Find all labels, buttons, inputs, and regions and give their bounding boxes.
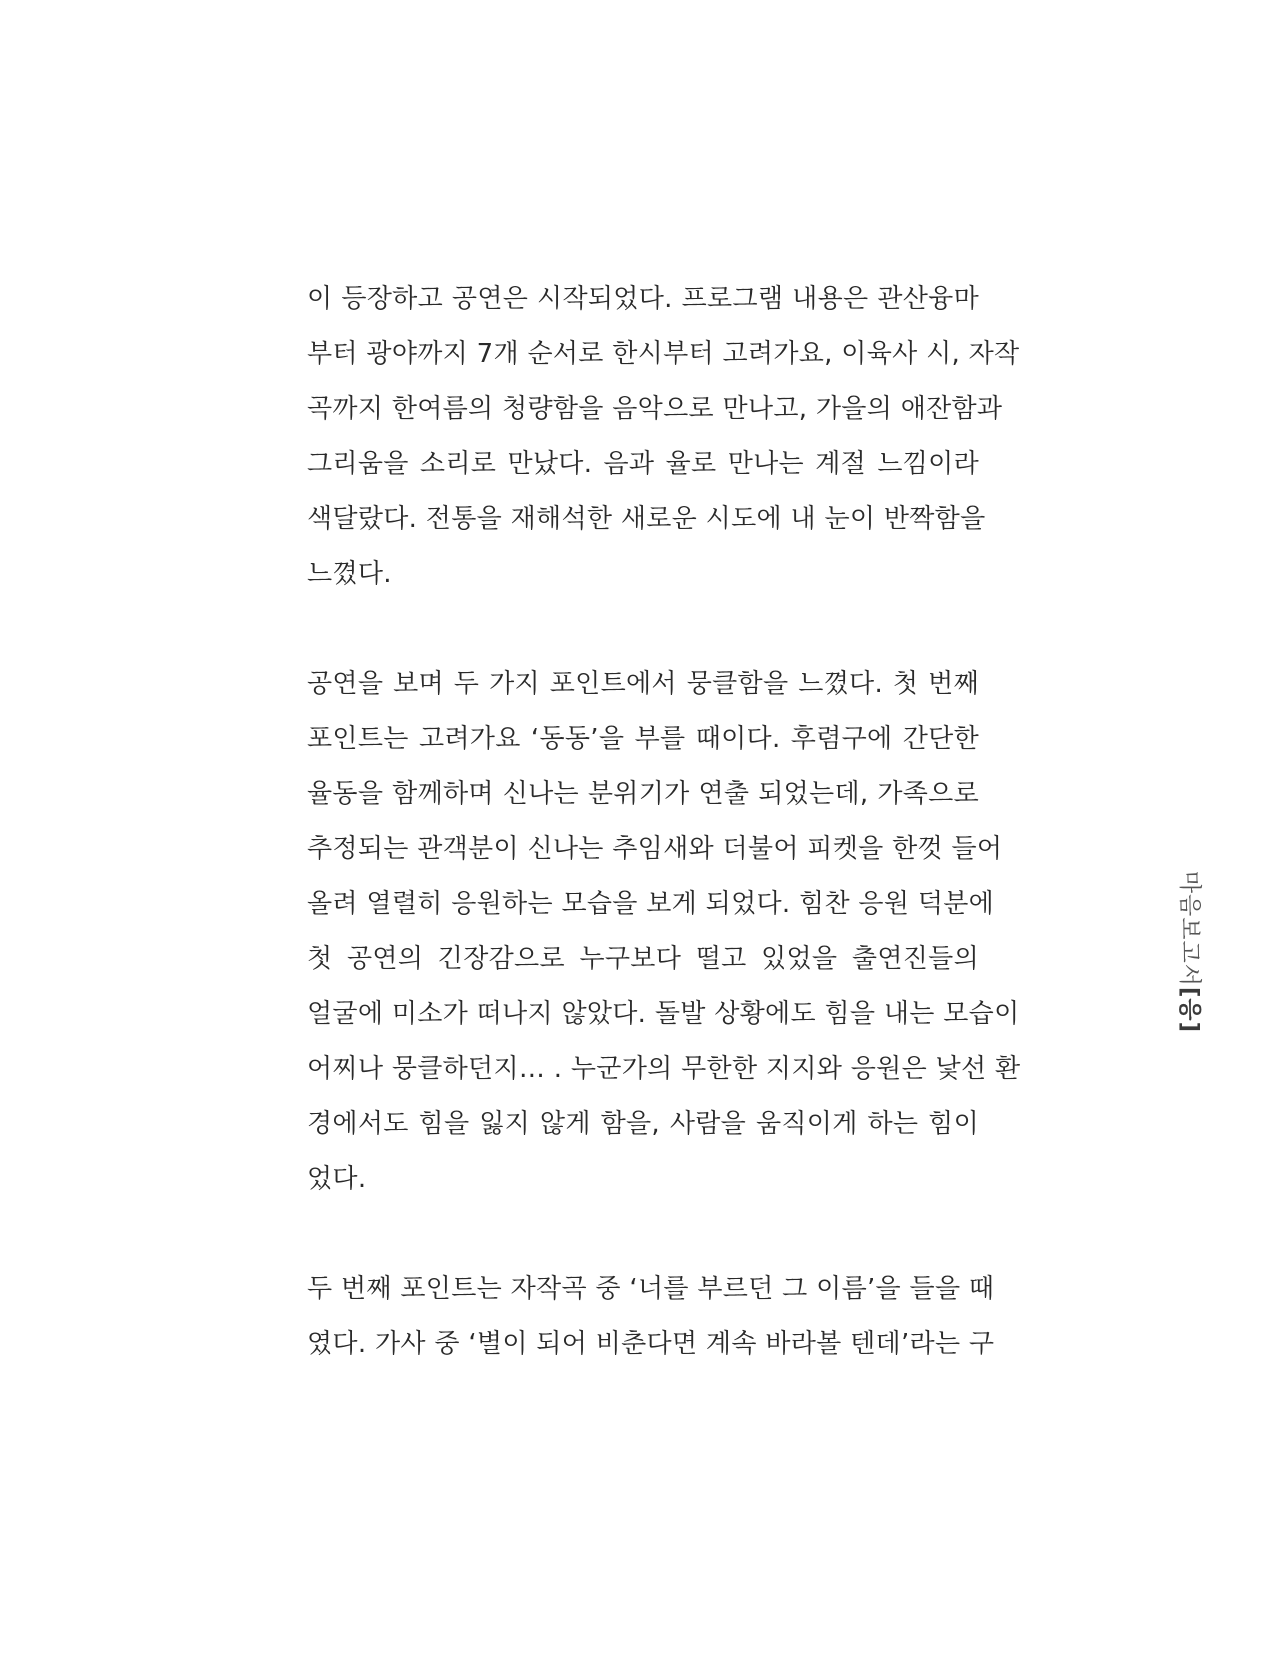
text-line: 경에서도 힘을 잃지 않게 함을, 사람을 움직이게 하는 힘이 (307, 1109, 979, 1139)
text-line: 얼굴에 미소가 떠나지 않았다. 돌발 상황에도 힘을 내는 모습이 (307, 999, 1020, 1029)
text-line: 느꼈다. (307, 559, 392, 589)
article-body (307, 272, 1021, 1427)
text-line: 었다. (307, 1164, 367, 1194)
text-line: 올려 열렬히 응원하는 모습을 보게 되었다. 힘찬 응원 덕분에 (307, 889, 995, 919)
text-line: 였다. 가사 중 ‘별이 되어 비춘다면 계속 바라볼 텐데’라는 구 (307, 1329, 995, 1359)
text-line: 추정되는 관객분이 신나는 추임새와 더불어 피켓을 한껏 들어 (307, 834, 1003, 864)
section-side-label (1178, 852, 1206, 1052)
text-line: 첫 공연의 긴장감으로 누구보다 떨고 있었을 출연진들의 (307, 944, 979, 974)
text-line: 두 번째 포인트는 자작곡 중 ‘너를 부르던 그 이름’을 들을 때 (307, 1274, 995, 1304)
text-line: 어찌나 뭉클하던지… . 누군가의 무한한 지지와 응원은 낯선 환 (307, 1054, 1021, 1084)
text-line: 부터 광야까지 7개 순서로 한시부터 고려가요, 이육사 시, 자작 (307, 339, 1020, 369)
side-label-tag: [응] (1176, 986, 1203, 1034)
paragraph-2 (307, 657, 1021, 1207)
paragraph-1 (307, 272, 1020, 602)
text-line: 곡까지 한여름의 청량함을 음악으로 만나고, 가을의 애잔함과 (307, 394, 1003, 424)
text-line: 이 등장하고 공연은 시작되었다. 프로그램 내용은 관산융마 (307, 284, 979, 314)
text-line: 공연을 보며 두 가지 포인트에서 뭉클함을 느꼈다. 첫 번째 (307, 669, 979, 699)
text-line: 그리움을 소리로 만났다. 음과 율로 만나는 계절 느낌이라 (307, 449, 979, 479)
side-label-text (1176, 871, 1209, 1033)
side-label-title: 마음보고서 (1176, 870, 1203, 987)
paragraph-3 (307, 1262, 995, 1372)
text-line: 율동을 함께하며 신나는 분위기가 연출 되었는데, 가족으로 (307, 779, 979, 809)
text-line: 포인트는 고려가요 ‘동동’을 부를 때이다. 후렴구에 간단한 (307, 724, 979, 754)
text-line: 색달랐다. 전통을 재해석한 새로운 시도에 내 눈이 반짝함을 (307, 504, 986, 534)
